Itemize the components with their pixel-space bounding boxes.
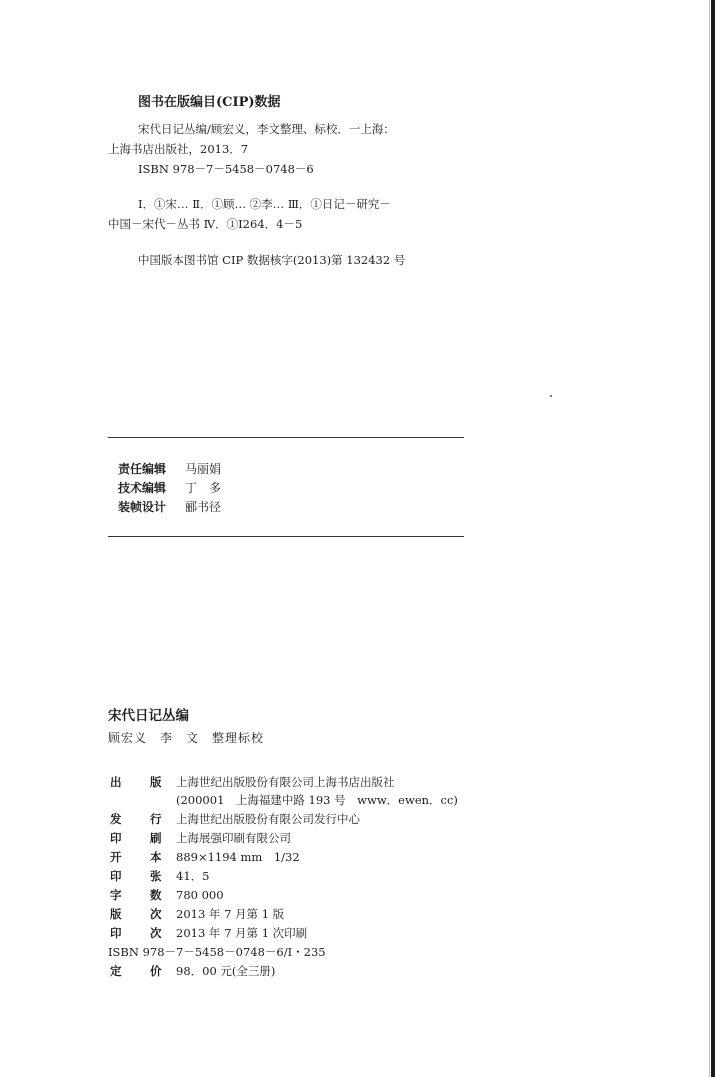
- pub-key: 印: [110, 831, 122, 845]
- cip-line-5: 中国－宋代－丛书 Ⅳ．①I264．4－5: [108, 217, 303, 231]
- pub-value: 98．00 元(全三册): [176, 964, 276, 978]
- staff-name: 丁 多: [185, 481, 222, 495]
- pub-key: 次: [150, 907, 162, 921]
- pub-key: 行: [150, 812, 162, 826]
- divider-top: [108, 437, 464, 438]
- pub-key: 数: [150, 888, 162, 902]
- pub-key: 字: [110, 888, 122, 902]
- pub-key: 定: [110, 964, 122, 978]
- pub-value: 780 000: [176, 888, 224, 902]
- scan-speck: [550, 395, 552, 397]
- pub-value: (200001 上海福建中路 193 号 www．ewen．cc): [176, 793, 458, 807]
- pub-value: 上海世纪出版股份有限公司上海书店出版社: [176, 775, 395, 789]
- cip-title: 图书在版编目(CIP)数据: [138, 95, 281, 110]
- cip-line-4: Ⅰ．①宋… Ⅱ．①顾… ②李… Ⅲ．①日记－研究－: [138, 197, 391, 211]
- pub-key: 版: [110, 907, 122, 921]
- pub-key: 价: [150, 964, 162, 978]
- staff-role: 技术编辑: [118, 481, 167, 495]
- page-edge-line: [709, 0, 710, 1077]
- page-edge-shadow: [711, 0, 715, 1077]
- pub-key: 印: [110, 869, 122, 883]
- staff-role: 装帧设计: [118, 500, 167, 514]
- cip-line-1: 宋代日记丛编/顾宏义，李文整理、标校．一上海：: [138, 122, 395, 136]
- pub-key: 刷: [150, 831, 162, 845]
- pub-isbn: ISBN 978－7－5458－0748－6/I・235: [108, 945, 326, 959]
- pub-key: 开: [110, 850, 122, 864]
- pub-key: 张: [150, 869, 162, 883]
- pub-value: 2013 年 7 月第 1 次印刷: [176, 926, 308, 940]
- pub-key: 印: [110, 926, 122, 940]
- divider-bottom: [108, 536, 464, 537]
- pub-value: 2013 年 7 月第 1 版: [176, 907, 285, 921]
- pub-value: 上海展强印刷有限公司: [176, 831, 291, 845]
- cip-line-2: 上海书店出版社，2013．7: [108, 142, 249, 156]
- book-title: 宋代日记丛编: [108, 708, 189, 724]
- pub-key: 版: [150, 775, 162, 789]
- pub-key: 出: [110, 775, 122, 789]
- pub-value: 889×1194 mm 1/32: [176, 850, 300, 864]
- pub-value: 41．5: [176, 869, 210, 883]
- book-authors: 顾宏义 李 文 整理标校: [108, 731, 265, 745]
- cip-isbn: ISBN 978－7－5458－0748－6: [138, 162, 314, 176]
- pub-key: 次: [150, 926, 162, 940]
- staff-name: 马丽娟: [185, 462, 222, 476]
- pub-key: 发: [110, 812, 122, 826]
- staff-name: 郦书径: [185, 500, 222, 514]
- cip-line-6: 中国版本图书馆 CIP 数据核字(2013)第 132432 号: [138, 253, 406, 267]
- staff-role: 责任编辑: [118, 462, 167, 476]
- pub-value: 上海世纪出版股份有限公司发行中心: [176, 812, 360, 826]
- pub-key: 本: [150, 850, 162, 864]
